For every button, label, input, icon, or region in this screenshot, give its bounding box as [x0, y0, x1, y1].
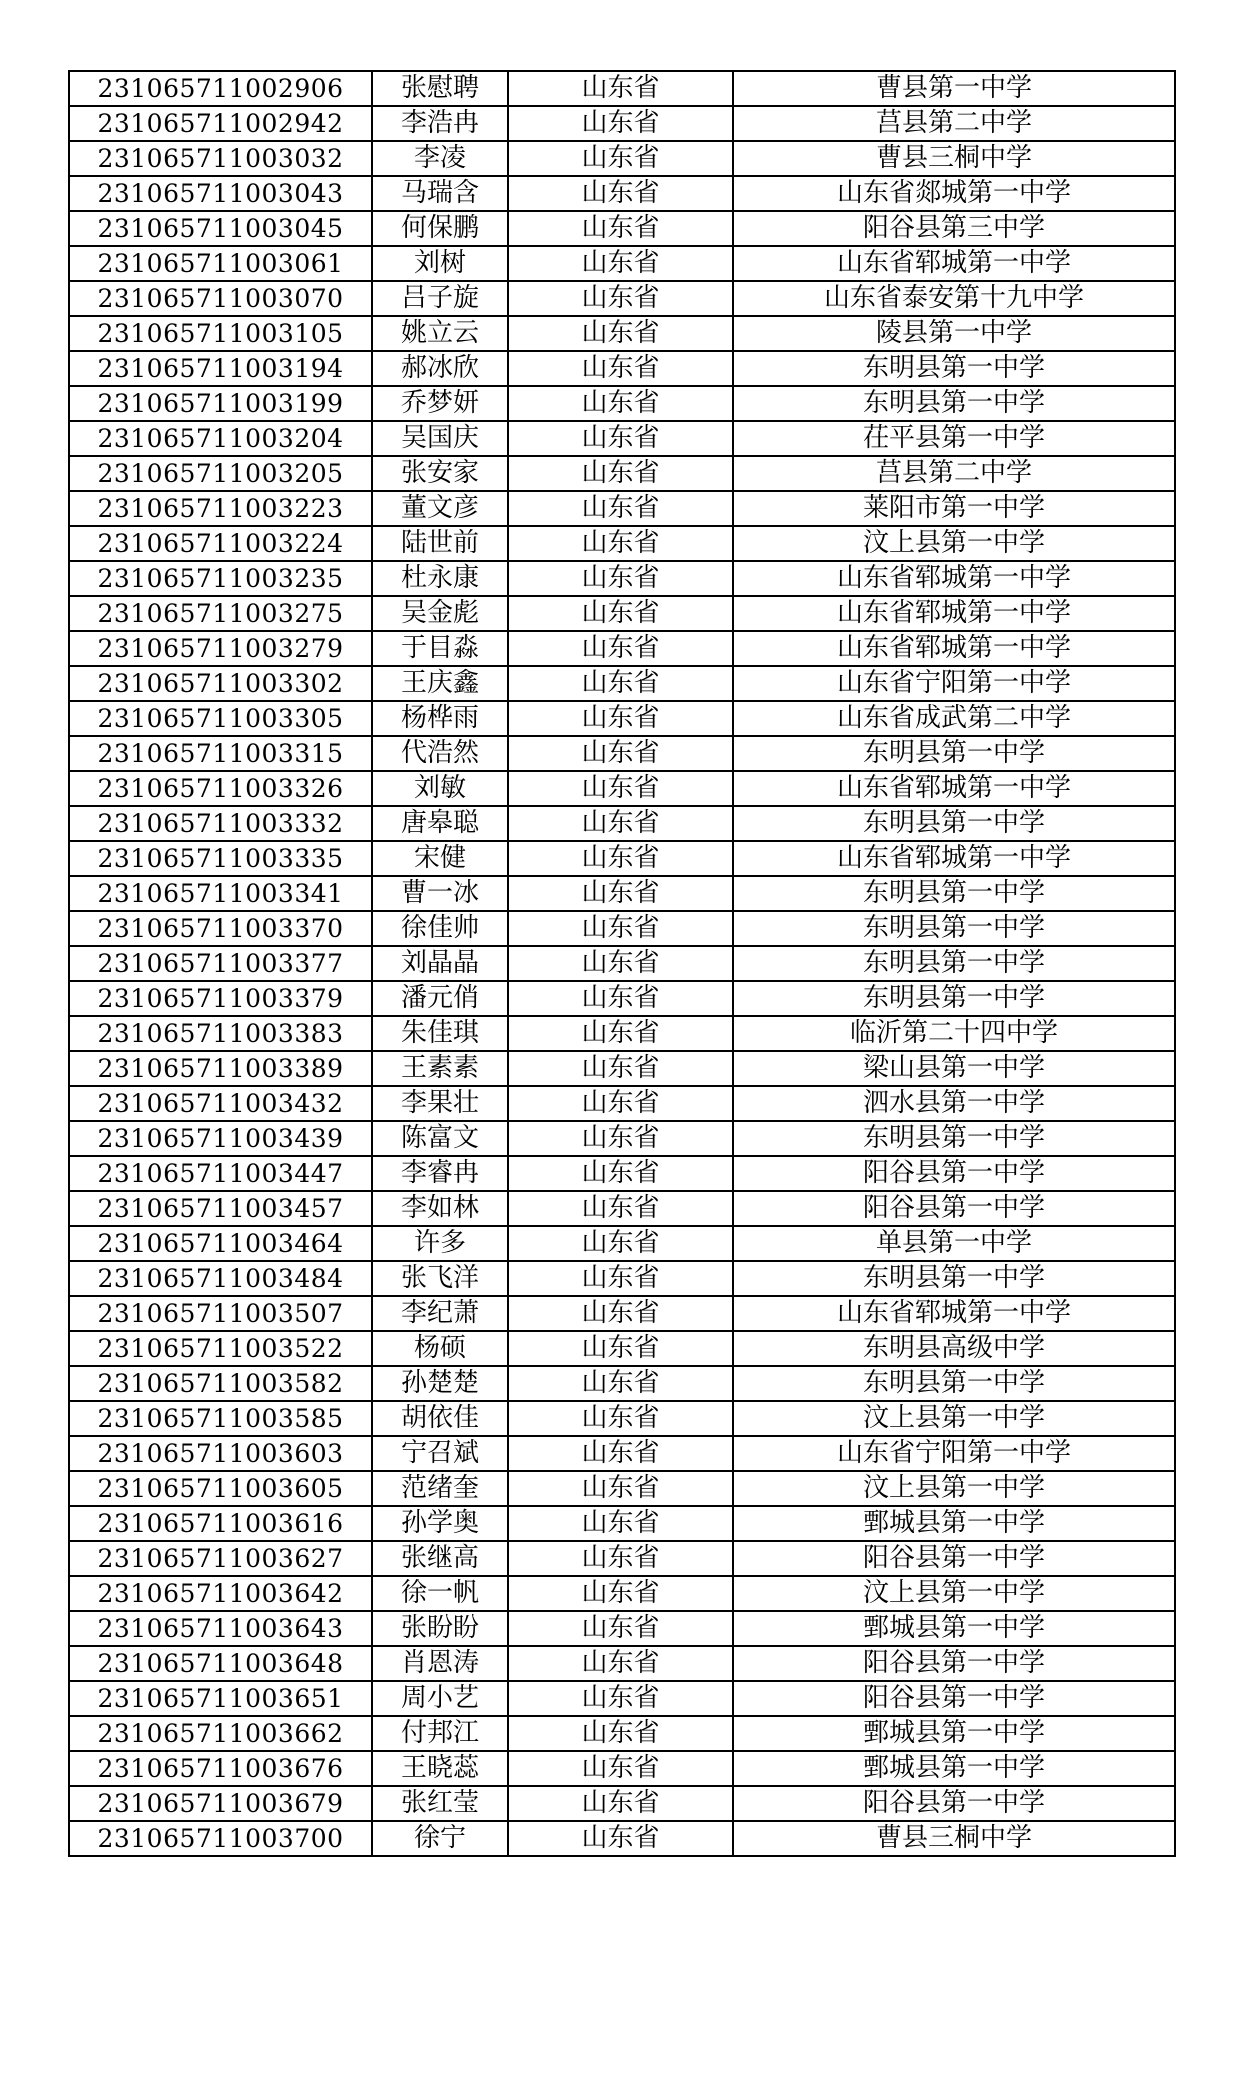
- school-cell: 东明县第一中学: [733, 806, 1175, 841]
- school-cell: 东明县第一中学: [733, 981, 1175, 1016]
- candidate-id-cell: 231065711003616: [69, 1506, 372, 1541]
- student-name-cell: 付邦江: [372, 1716, 508, 1751]
- table-row: [69, 71, 1175, 106]
- table-row: [69, 1436, 1175, 1471]
- school-cell: 莱阳市第一中学: [733, 491, 1175, 526]
- school-cell: 茌平县第一中学: [733, 421, 1175, 456]
- student-name-cell: 孙学奥: [372, 1506, 508, 1541]
- province-cell: 山东省: [508, 1646, 733, 1681]
- province-cell: 山东省: [508, 701, 733, 736]
- student-name-cell: 于目淼: [372, 631, 508, 666]
- table-row: [69, 211, 1175, 246]
- student-name-cell: 宋健: [372, 841, 508, 876]
- province-cell: 山东省: [508, 561, 733, 596]
- candidate-id-cell: 231065711003484: [69, 1261, 372, 1296]
- student-name-cell: 唐皋聪: [372, 806, 508, 841]
- table-row: [69, 1121, 1175, 1156]
- student-name-cell: 李浩冉: [372, 106, 508, 141]
- student-name-cell: 代浩然: [372, 736, 508, 771]
- student-name-cell: 陆世前: [372, 526, 508, 561]
- student-name-cell: 朱佳琪: [372, 1016, 508, 1051]
- school-cell: 山东省成武第二中学: [733, 701, 1175, 736]
- school-cell: 山东省郯城第一中学: [733, 176, 1175, 211]
- table-row: [69, 1786, 1175, 1821]
- school-cell: 鄄城县第一中学: [733, 1506, 1175, 1541]
- student-name-cell: 周小艺: [372, 1681, 508, 1716]
- province-cell: 山东省: [508, 631, 733, 666]
- candidate-id-cell: 231065711003105: [69, 316, 372, 351]
- school-cell: 单县第一中学: [733, 1226, 1175, 1261]
- candidate-id-cell: 231065711003032: [69, 141, 372, 176]
- student-name-cell: 姚立云: [372, 316, 508, 351]
- province-cell: 山东省: [508, 176, 733, 211]
- candidate-id-cell: 231065711003279: [69, 631, 372, 666]
- province-cell: 山东省: [508, 1681, 733, 1716]
- school-cell: 曹县三桐中学: [733, 141, 1175, 176]
- table-row: [69, 1541, 1175, 1576]
- candidate-id-cell: 231065711003302: [69, 666, 372, 701]
- candidate-id-cell: 231065711003439: [69, 1121, 372, 1156]
- province-cell: 山东省: [508, 1331, 733, 1366]
- student-name-cell: 孙楚楚: [372, 1366, 508, 1401]
- school-cell: 山东省郓城第一中学: [733, 561, 1175, 596]
- table-row: [69, 141, 1175, 176]
- province-cell: 山东省: [508, 876, 733, 911]
- school-cell: 东明县第一中学: [733, 1121, 1175, 1156]
- school-cell: 山东省郓城第一中学: [733, 246, 1175, 281]
- school-cell: 梁山县第一中学: [733, 1051, 1175, 1086]
- candidate-id-cell: 231065711003522: [69, 1331, 372, 1366]
- student-name-cell: 吕子旋: [372, 281, 508, 316]
- school-cell: 山东省郓城第一中学: [733, 771, 1175, 806]
- candidate-id-cell: 231065711003315: [69, 736, 372, 771]
- candidate-id-cell: 231065711003377: [69, 946, 372, 981]
- school-cell: 临沂第二十四中学: [733, 1016, 1175, 1051]
- school-cell: 鄄城县第一中学: [733, 1716, 1175, 1751]
- student-name-cell: 吴国庆: [372, 421, 508, 456]
- student-name-cell: 李纪萧: [372, 1296, 508, 1331]
- province-cell: 山东省: [508, 491, 733, 526]
- school-cell: 山东省宁阳第一中学: [733, 1436, 1175, 1471]
- candidate-id-cell: 231065711003224: [69, 526, 372, 561]
- student-name-cell: 马瑞含: [372, 176, 508, 211]
- school-cell: 鄄城县第一中学: [733, 1751, 1175, 1786]
- student-name-cell: 李果壮: [372, 1086, 508, 1121]
- table-row: [69, 491, 1175, 526]
- candidate-id-cell: 231065711003582: [69, 1366, 372, 1401]
- province-cell: 山东省: [508, 1821, 733, 1856]
- candidate-id-cell: 231065711003651: [69, 1681, 372, 1716]
- school-cell: 山东省泰安第十九中学: [733, 281, 1175, 316]
- province-cell: 山东省: [508, 1226, 733, 1261]
- student-name-cell: 王庆鑫: [372, 666, 508, 701]
- table-row: [69, 1821, 1175, 1856]
- table-row: [69, 281, 1175, 316]
- student-name-cell: 肖恩涛: [372, 1646, 508, 1681]
- student-name-cell: 张盼盼: [372, 1611, 508, 1646]
- province-cell: 山东省: [508, 1436, 733, 1471]
- school-cell: 阳谷县第一中学: [733, 1681, 1175, 1716]
- table-row: [69, 1191, 1175, 1226]
- candidate-id-cell: 231065711003061: [69, 246, 372, 281]
- student-name-cell: 徐佳帅: [372, 911, 508, 946]
- school-cell: 阳谷县第一中学: [733, 1541, 1175, 1576]
- table-row: [69, 1716, 1175, 1751]
- table-row: [69, 1331, 1175, 1366]
- candidate-id-cell: 231065711003275: [69, 596, 372, 631]
- candidate-id-cell: 231065711003447: [69, 1156, 372, 1191]
- candidate-id-cell: 231065711003627: [69, 1541, 372, 1576]
- student-name-cell: 徐宁: [372, 1821, 508, 1856]
- student-name-cell: 刘树: [372, 246, 508, 281]
- school-cell: 汶上县第一中学: [733, 1576, 1175, 1611]
- student-name-cell: 郝冰欣: [372, 351, 508, 386]
- school-cell: 东明县第一中学: [733, 386, 1175, 421]
- province-cell: 山东省: [508, 1716, 733, 1751]
- table-row: [69, 596, 1175, 631]
- province-cell: 山东省: [508, 911, 733, 946]
- student-name-cell: 杨硕: [372, 1331, 508, 1366]
- student-name-cell: 王素素: [372, 1051, 508, 1086]
- table-row: [69, 806, 1175, 841]
- school-cell: 山东省郓城第一中学: [733, 596, 1175, 631]
- province-cell: 山东省: [508, 736, 733, 771]
- candidate-id-cell: 231065711003383: [69, 1016, 372, 1051]
- table-row: [69, 1471, 1175, 1506]
- table-row: [69, 911, 1175, 946]
- candidate-id-cell: 231065711003676: [69, 1751, 372, 1786]
- student-name-cell: 张慰聘: [372, 71, 508, 106]
- table-row: [69, 736, 1175, 771]
- school-cell: 曹县三桐中学: [733, 1821, 1175, 1856]
- student-name-cell: 宁召斌: [372, 1436, 508, 1471]
- province-cell: 山东省: [508, 141, 733, 176]
- table-row: [69, 176, 1175, 211]
- school-cell: 阳谷县第一中学: [733, 1191, 1175, 1226]
- candidate-id-cell: 231065711003204: [69, 421, 372, 456]
- table-row: [69, 1261, 1175, 1296]
- province-cell: 山东省: [508, 1471, 733, 1506]
- table-row: [69, 1751, 1175, 1786]
- school-cell: 山东省郓城第一中学: [733, 1296, 1175, 1331]
- province-cell: 山东省: [508, 1786, 733, 1821]
- province-cell: 山东省: [508, 1051, 733, 1086]
- student-name-cell: 李凌: [372, 141, 508, 176]
- province-cell: 山东省: [508, 771, 733, 806]
- student-name-cell: 刘晶晶: [372, 946, 508, 981]
- table-row: [69, 1016, 1175, 1051]
- student-name-cell: 李睿冉: [372, 1156, 508, 1191]
- province-cell: 山东省: [508, 596, 733, 631]
- province-cell: 山东省: [508, 106, 733, 141]
- table-row: [69, 561, 1175, 596]
- table-row: [69, 1226, 1175, 1261]
- table-row: [69, 946, 1175, 981]
- province-cell: 山东省: [508, 1611, 733, 1646]
- province-cell: 山东省: [508, 666, 733, 701]
- school-cell: 鄄城县第一中学: [733, 1611, 1175, 1646]
- candidate-id-cell: 231065711003045: [69, 211, 372, 246]
- province-cell: 山东省: [508, 806, 733, 841]
- student-name-cell: 潘元俏: [372, 981, 508, 1016]
- province-cell: 山东省: [508, 981, 733, 1016]
- candidate-id-cell: 231065711003379: [69, 981, 372, 1016]
- table-row: [69, 386, 1175, 421]
- school-cell: 阳谷县第一中学: [733, 1156, 1175, 1191]
- candidate-id-cell: 231065711003457: [69, 1191, 372, 1226]
- school-cell: 汶上县第一中学: [733, 526, 1175, 561]
- table-row: [69, 1366, 1175, 1401]
- table-row: [69, 1156, 1175, 1191]
- province-cell: 山东省: [508, 526, 733, 561]
- school-cell: 东明县第一中学: [733, 736, 1175, 771]
- table-row: [69, 316, 1175, 351]
- school-cell: 曹县第一中学: [733, 71, 1175, 106]
- province-cell: 山东省: [508, 421, 733, 456]
- student-name-cell: 胡依佳: [372, 1401, 508, 1436]
- candidate-id-cell: 231065711003662: [69, 1716, 372, 1751]
- table-row: [69, 246, 1175, 281]
- roster-table: [68, 70, 1176, 1857]
- school-cell: 泗水县第一中学: [733, 1086, 1175, 1121]
- candidate-id-cell: 231065711003389: [69, 1051, 372, 1086]
- roster-body: [69, 71, 1175, 1856]
- candidate-id-cell: 231065711003648: [69, 1646, 372, 1681]
- student-name-cell: 杨桦雨: [372, 701, 508, 736]
- table-row: [69, 981, 1175, 1016]
- candidate-id-cell: 231065711003464: [69, 1226, 372, 1261]
- candidate-id-cell: 231065711003603: [69, 1436, 372, 1471]
- school-cell: 山东省郓城第一中学: [733, 631, 1175, 666]
- student-name-cell: 许多: [372, 1226, 508, 1261]
- student-name-cell: 张安家: [372, 456, 508, 491]
- table-row: [69, 351, 1175, 386]
- candidate-id-cell: 231065711003043: [69, 176, 372, 211]
- province-cell: 山东省: [508, 386, 733, 421]
- school-cell: 阳谷县第一中学: [733, 1786, 1175, 1821]
- candidate-id-cell: 231065711003700: [69, 1821, 372, 1856]
- student-name-cell: 张飞洋: [372, 1261, 508, 1296]
- province-cell: 山东省: [508, 1366, 733, 1401]
- school-cell: 东明县第一中学: [733, 946, 1175, 981]
- candidate-id-cell: 231065711003432: [69, 1086, 372, 1121]
- school-cell: 汶上县第一中学: [733, 1401, 1175, 1436]
- table-row: [69, 526, 1175, 561]
- province-cell: 山东省: [508, 211, 733, 246]
- candidate-id-cell: 231065711003507: [69, 1296, 372, 1331]
- student-name-cell: 吴金彪: [372, 596, 508, 631]
- school-cell: 汶上县第一中学: [733, 1471, 1175, 1506]
- candidate-id-cell: 231065711003070: [69, 281, 372, 316]
- candidate-id-cell: 231065711003199: [69, 386, 372, 421]
- candidate-id-cell: 231065711003235: [69, 561, 372, 596]
- candidate-id-cell: 231065711003679: [69, 1786, 372, 1821]
- table-row: [69, 1051, 1175, 1086]
- table-row: [69, 1611, 1175, 1646]
- school-cell: 山东省郓城第一中学: [733, 841, 1175, 876]
- province-cell: 山东省: [508, 1296, 733, 1331]
- student-name-cell: 杜永康: [372, 561, 508, 596]
- student-name-cell: 刘敏: [372, 771, 508, 806]
- table-row: [69, 771, 1175, 806]
- province-cell: 山东省: [508, 316, 733, 351]
- school-cell: 阳谷县第三中学: [733, 211, 1175, 246]
- student-name-cell: 李如林: [372, 1191, 508, 1226]
- province-cell: 山东省: [508, 1401, 733, 1436]
- province-cell: 山东省: [508, 1121, 733, 1156]
- student-name-cell: 徐一帆: [372, 1576, 508, 1611]
- table-row: [69, 841, 1175, 876]
- province-cell: 山东省: [508, 281, 733, 316]
- candidate-id-cell: 231065711003341: [69, 876, 372, 911]
- school-cell: 东明县第一中学: [733, 1261, 1175, 1296]
- table-row: [69, 456, 1175, 491]
- candidate-id-cell: 231065711003332: [69, 806, 372, 841]
- student-name-cell: 张红莹: [372, 1786, 508, 1821]
- candidate-id-cell: 231065711003194: [69, 351, 372, 386]
- table-row: [69, 1576, 1175, 1611]
- school-cell: 山东省宁阳第一中学: [733, 666, 1175, 701]
- province-cell: 山东省: [508, 1261, 733, 1296]
- school-cell: 东明县第一中学: [733, 1366, 1175, 1401]
- student-name-cell: 曹一冰: [372, 876, 508, 911]
- candidate-id-cell: 231065711003326: [69, 771, 372, 806]
- table-row: [69, 701, 1175, 736]
- province-cell: 山东省: [508, 71, 733, 106]
- candidate-id-cell: 231065711003370: [69, 911, 372, 946]
- student-name-cell: 何保鹏: [372, 211, 508, 246]
- candidate-id-cell: 231065711003605: [69, 1471, 372, 1506]
- province-cell: 山东省: [508, 1751, 733, 1786]
- province-cell: 山东省: [508, 1191, 733, 1226]
- candidate-id-cell: 231065711003305: [69, 701, 372, 736]
- school-cell: 东明县第一中学: [733, 911, 1175, 946]
- province-cell: 山东省: [508, 456, 733, 491]
- table-row: [69, 1646, 1175, 1681]
- school-cell: 东明县第一中学: [733, 876, 1175, 911]
- table-row: [69, 666, 1175, 701]
- school-cell: 莒县第二中学: [733, 456, 1175, 491]
- table-row: [69, 1506, 1175, 1541]
- province-cell: 山东省: [508, 1506, 733, 1541]
- candidate-id-cell: 231065711003335: [69, 841, 372, 876]
- candidate-id-cell: 231065711003205: [69, 456, 372, 491]
- student-name-cell: 王晓蕊: [372, 1751, 508, 1786]
- province-cell: 山东省: [508, 246, 733, 281]
- school-cell: 东明县高级中学: [733, 1331, 1175, 1366]
- candidate-id-cell: 231065711002942: [69, 106, 372, 141]
- school-cell: 莒县第二中学: [733, 106, 1175, 141]
- province-cell: 山东省: [508, 1541, 733, 1576]
- candidate-id-cell: 231065711003223: [69, 491, 372, 526]
- candidate-id-cell: 231065711003642: [69, 1576, 372, 1611]
- student-name-cell: 董文彦: [372, 491, 508, 526]
- student-name-cell: 范绪奎: [372, 1471, 508, 1506]
- province-cell: 山东省: [508, 946, 733, 981]
- student-name-cell: 陈富文: [372, 1121, 508, 1156]
- candidate-id-cell: 231065711003585: [69, 1401, 372, 1436]
- table-row: [69, 1086, 1175, 1121]
- candidate-id-cell: 231065711002906: [69, 71, 372, 106]
- school-cell: 陵县第一中学: [733, 316, 1175, 351]
- province-cell: 山东省: [508, 1156, 733, 1191]
- table-row: [69, 876, 1175, 911]
- table-row: [69, 631, 1175, 666]
- student-name-cell: 张继高: [372, 1541, 508, 1576]
- table-row: [69, 421, 1175, 456]
- candidate-id-cell: 231065711003643: [69, 1611, 372, 1646]
- province-cell: 山东省: [508, 1086, 733, 1121]
- table-row: [69, 1296, 1175, 1331]
- school-cell: 阳谷县第一中学: [733, 1646, 1175, 1681]
- student-name-cell: 乔梦妍: [372, 386, 508, 421]
- province-cell: 山东省: [508, 841, 733, 876]
- table-row: [69, 106, 1175, 141]
- province-cell: 山东省: [508, 1576, 733, 1611]
- table-row: [69, 1681, 1175, 1716]
- province-cell: 山东省: [508, 1016, 733, 1051]
- school-cell: 东明县第一中学: [733, 351, 1175, 386]
- table-row: [69, 1401, 1175, 1436]
- province-cell: 山东省: [508, 351, 733, 386]
